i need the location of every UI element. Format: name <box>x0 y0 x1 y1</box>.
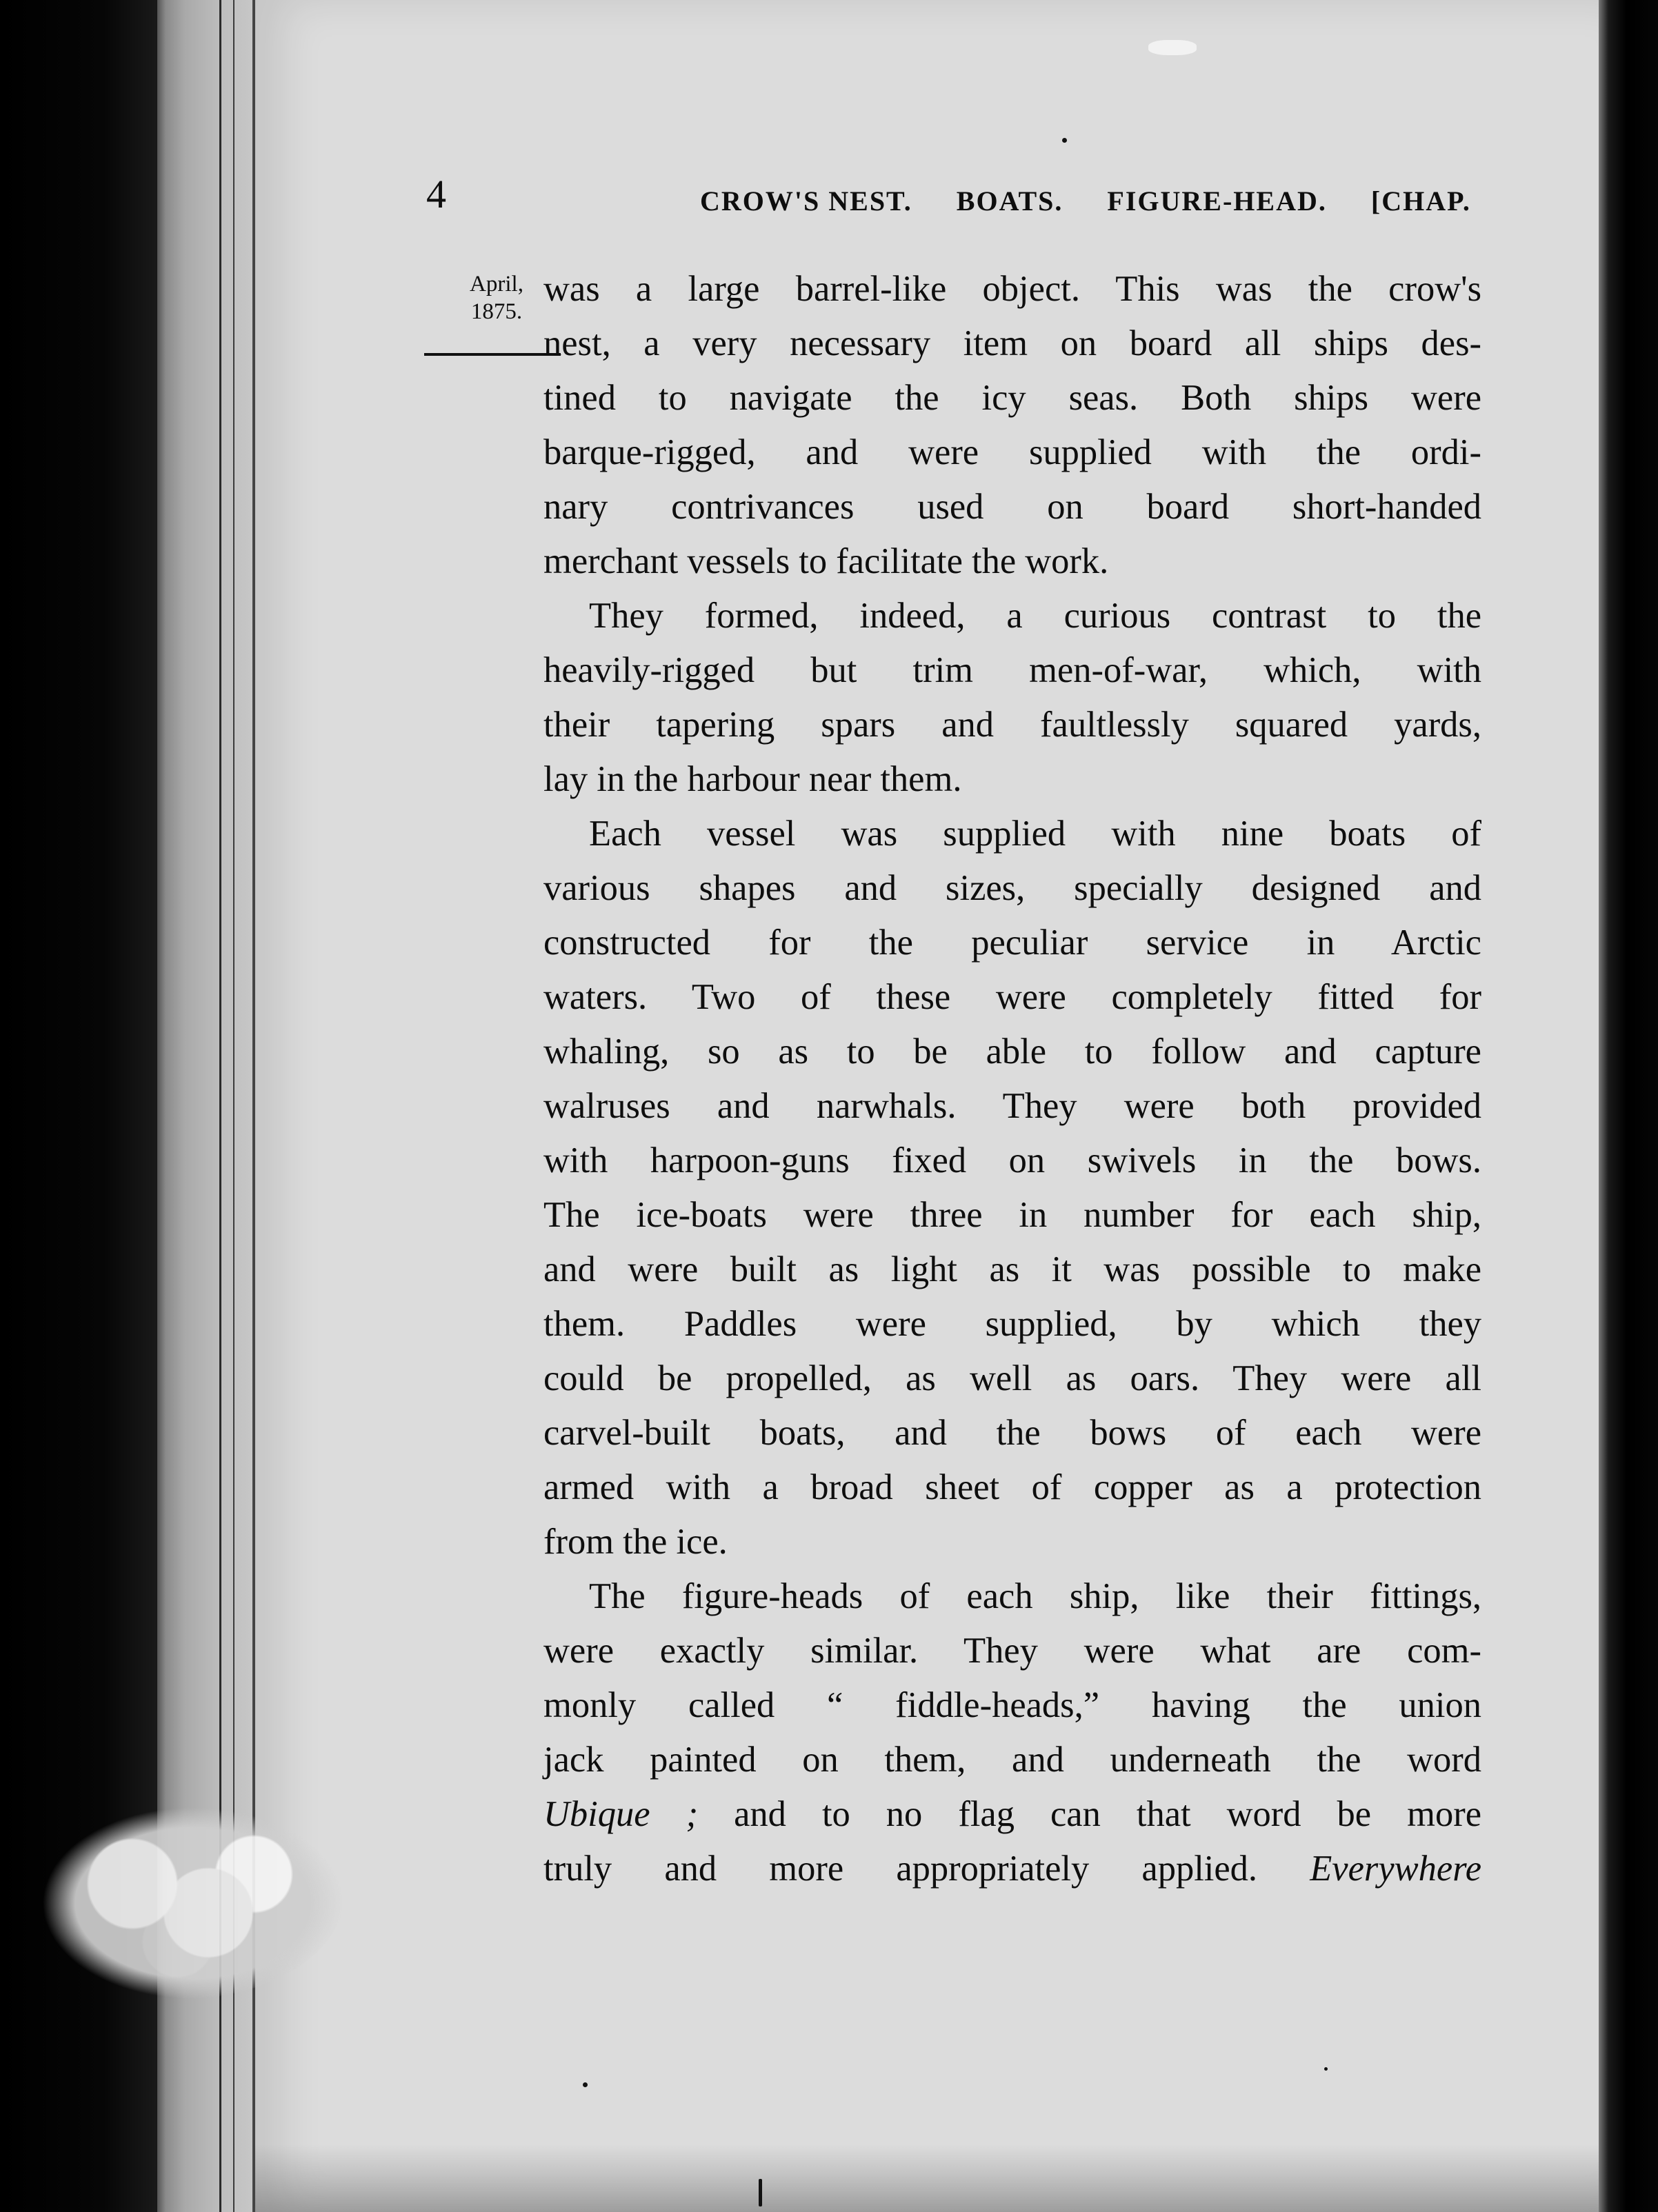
text-line: The figure-heads of each ship, like their fittings, <box>589 1576 1481 1616</box>
text-line: walruses and narwhals. They were both provided <box>543 1086 1481 1126</box>
scan-speck <box>759 2179 762 2206</box>
text-fragment: truly and more appropriately applied. <box>543 1849 1258 1889</box>
running-head-item: CROW'S NEST. <box>700 185 912 217</box>
text-line: Each vessel was supplied with nine boats of <box>589 814 1481 854</box>
running-head-item: [CHAP. <box>1370 185 1471 217</box>
text-line-with-italic <box>543 1787 1481 1842</box>
side-note-month: April, <box>470 272 523 296</box>
scan-speck <box>1062 138 1067 143</box>
scan-speck <box>1148 40 1197 55</box>
text-line: heavily-rigged but trim men-of-war, which, with <box>543 650 1481 690</box>
text-line: them. Paddles were supplied, by which they <box>543 1304 1481 1344</box>
text-line: whaling, so as to be able to follow and capture <box>543 1032 1481 1072</box>
text-line: nest, a very necessary item on board all ships des- <box>543 323 1481 363</box>
text-line: various shapes and sizes, specially designed and <box>543 868 1481 908</box>
text-line: could be propelled, as well as oars. They were all <box>543 1358 1481 1398</box>
text-fragment: and to no flag can that word be more <box>734 1794 1481 1834</box>
text-line: were exactly similar. They were what are com- <box>543 1631 1481 1671</box>
scan-right-edge <box>1599 0 1658 2212</box>
text-line: barque-rigged, and were supplied with the ordi- <box>543 432 1481 472</box>
marginal-date-note <box>452 270 541 325</box>
text-line: from the ice. <box>543 1522 728 1562</box>
text-line: The ice-boats were three in number for each ship, <box>543 1195 1481 1235</box>
side-note-year: 1875. <box>470 299 523 324</box>
italic-word-ubique: Ubique ; <box>543 1794 699 1834</box>
text-line: waters. Two of these were completely fitted for <box>543 977 1481 1017</box>
text-line: was a large barrel-like object. This was the crow's <box>543 269 1481 309</box>
text-line: tined to navigate the icy seas. Both ships were <box>543 378 1481 418</box>
text-line: jack painted on them, and underneath the word <box>543 1740 1481 1780</box>
scan-speck <box>1324 2067 1328 2071</box>
text-line: They formed, indeed, a curious contrast to the <box>589 596 1481 636</box>
text-line: carvel-built boats, and the bows of each were <box>543 1413 1481 1453</box>
text-line: armed with a broad sheet of copper as a protection <box>543 1467 1481 1507</box>
text-line: nary contrivances used on board short-handed <box>543 487 1481 527</box>
page-bottom-shadow <box>255 2144 1607 2212</box>
text-line: lay in the harbour near them. <box>543 759 962 799</box>
text-line-with-italic <box>543 1842 1481 1896</box>
running-head-item: BOATS. <box>956 185 1063 217</box>
text-line: with harpoon-guns fixed on swivels in the bows. <box>543 1140 1481 1180</box>
text-line: and were built as light as it was possible to make <box>543 1249 1481 1289</box>
text-line: constructed for the peculiar service in Arctic <box>543 923 1481 963</box>
italic-word-everywhere: Everywhere <box>1310 1849 1481 1889</box>
text-line: monly called “ fiddle-heads,” having the union <box>543 1685 1481 1725</box>
page-number: 4 <box>426 172 446 217</box>
running-head-item: FIGURE-HEAD. <box>1107 185 1327 217</box>
text-line: their tapering spars and faultlessly squared yards, <box>543 705 1481 745</box>
scan-speck <box>583 2082 588 2087</box>
body-text <box>543 262 1481 1896</box>
text-line: merchant vessels to facilitate the work. <box>543 541 1109 581</box>
running-head <box>700 185 1507 217</box>
side-note-rule <box>424 353 561 356</box>
